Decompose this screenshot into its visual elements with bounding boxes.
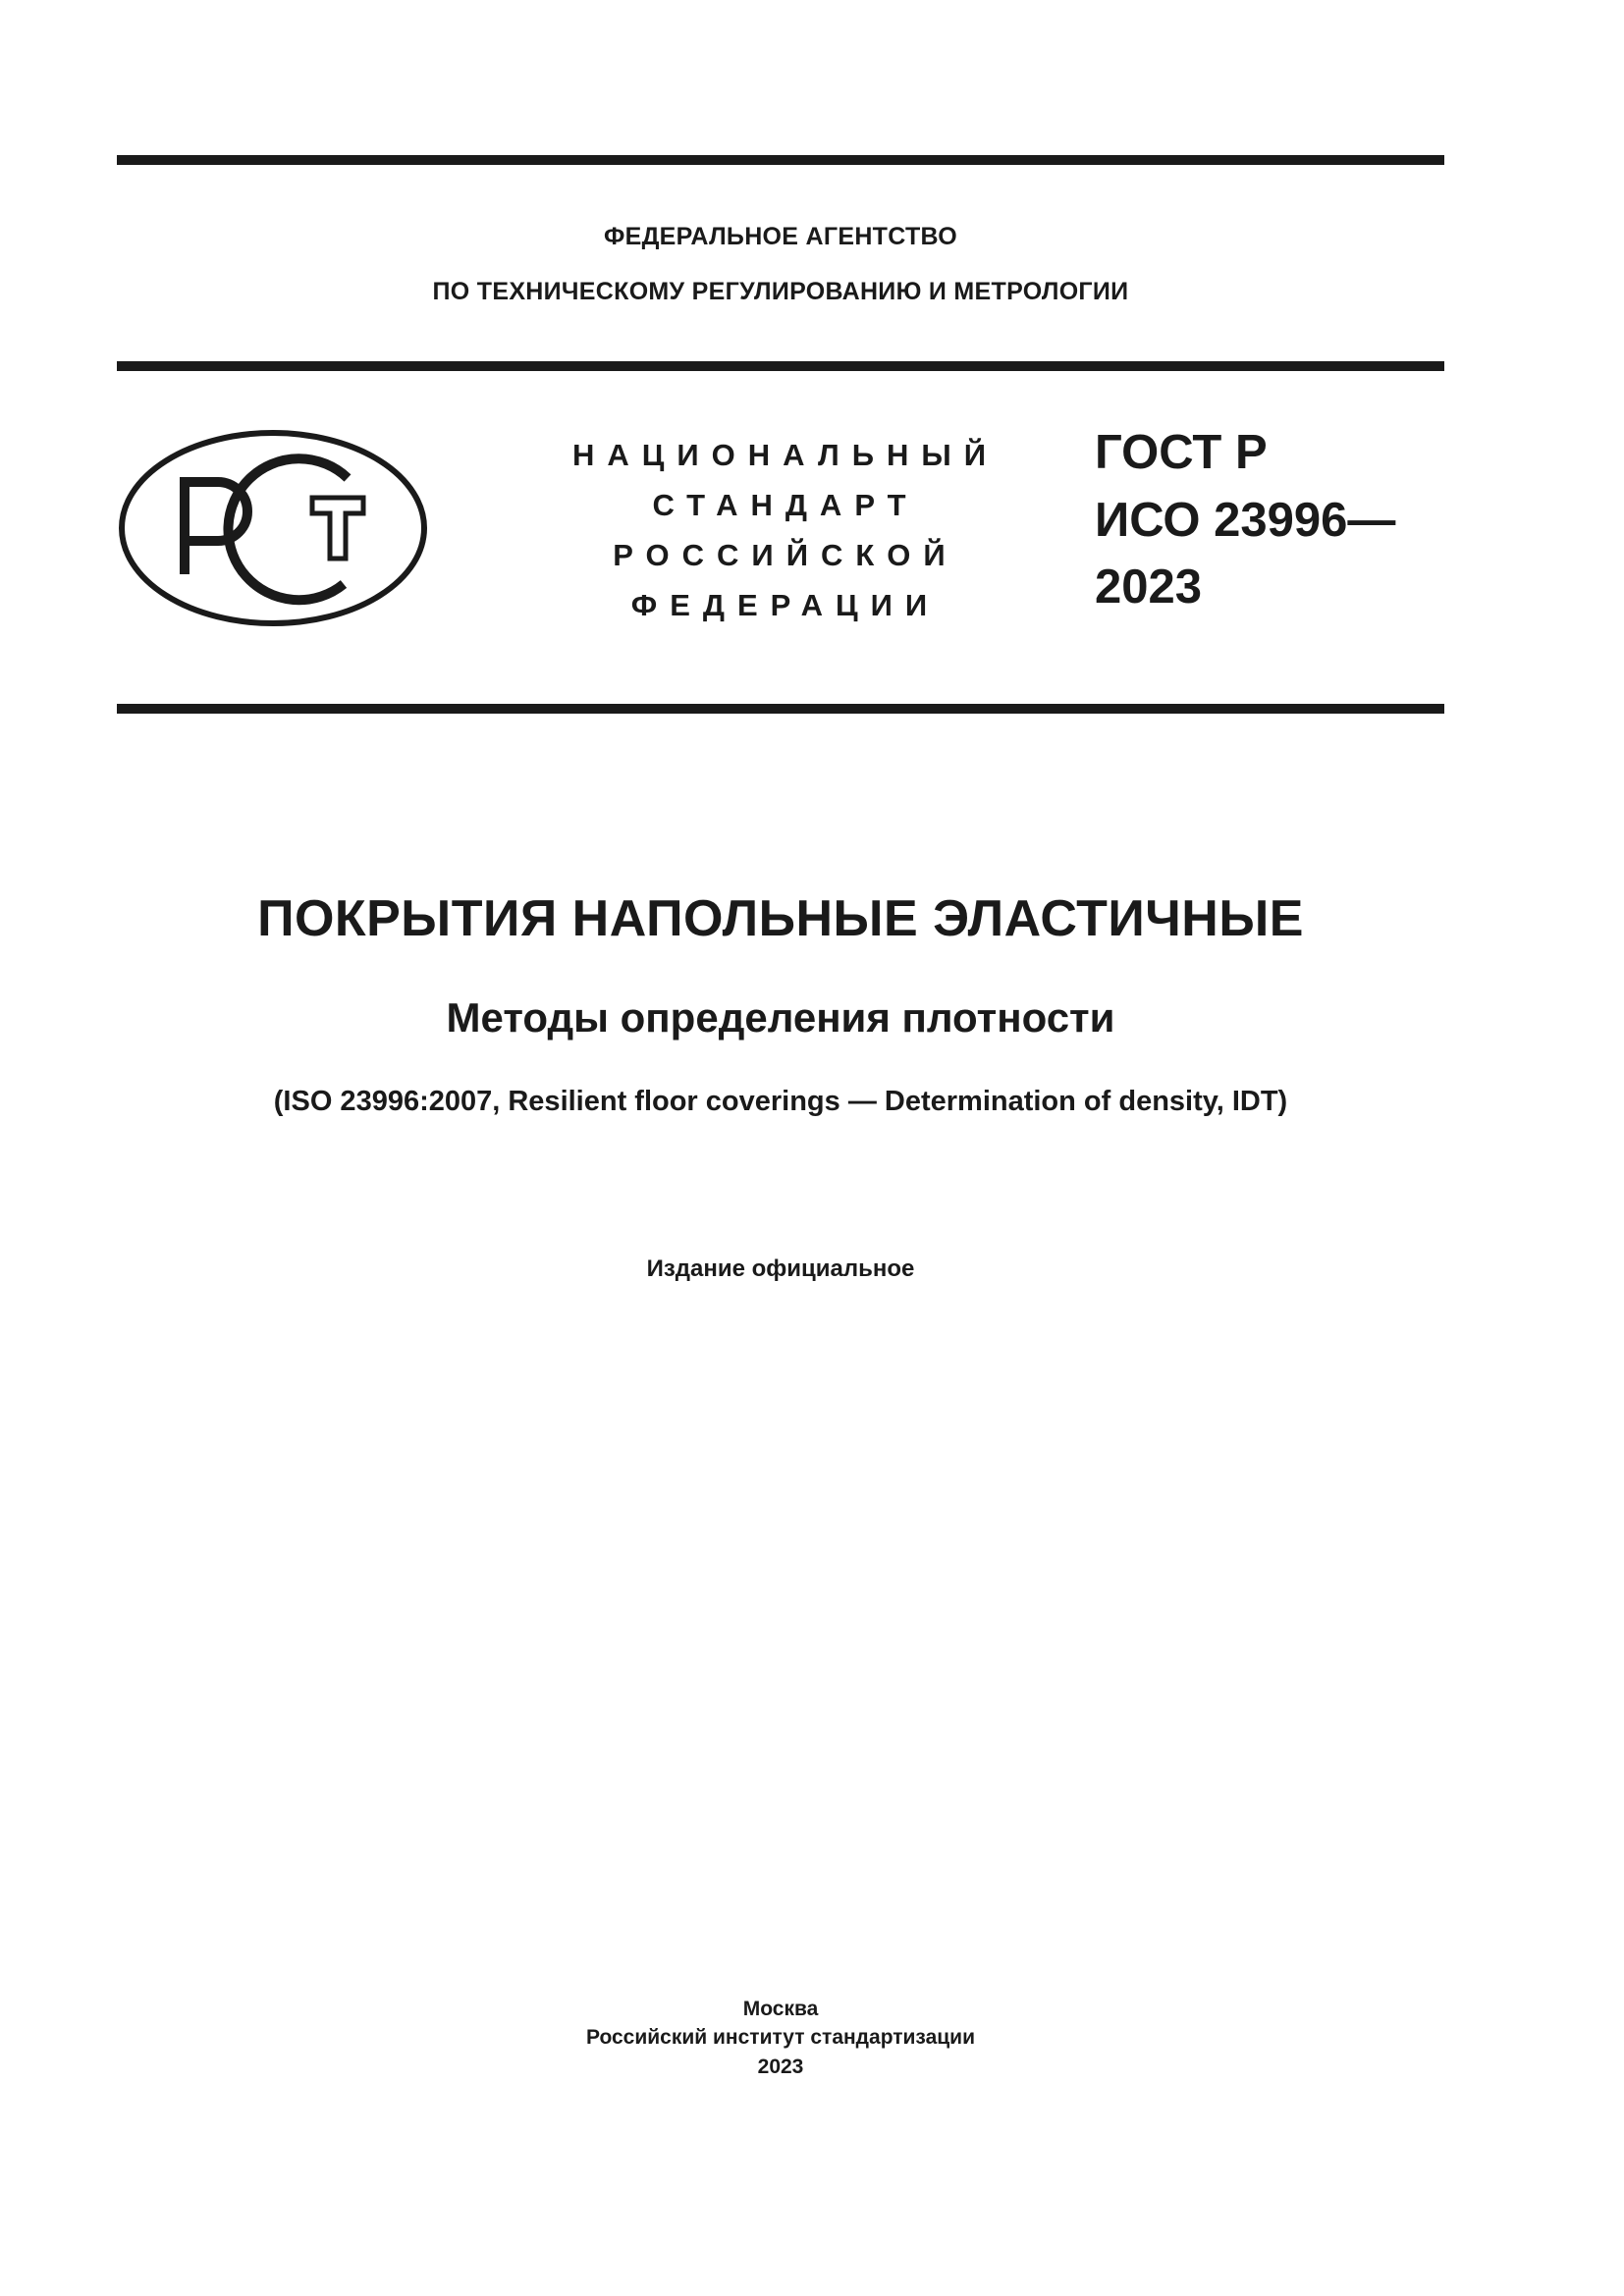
standard-type-line-3: РОССИЙСКОЙ <box>613 538 958 572</box>
imprint-publisher: Российский институт стандартизации <box>585 2026 976 2049</box>
rst-certification-mark-icon <box>116 427 430 629</box>
designation-line-3: 2023 <box>1095 561 1203 614</box>
agency-name-line-2: ПО ТЕХНИЧЕСКОМУ РЕГУЛИРОВАНИЮ И МЕТРОЛОГИИ <box>432 278 1129 305</box>
imprint-year: 2023 <box>757 2056 804 2078</box>
iso-reference: (ISO 23996:2007, Resilient floor coverings — Determination of density, IDT) <box>273 1086 1288 1117</box>
standard-type-line-4: ФЕДЕРАЦИИ <box>630 588 941 622</box>
bottom-rule <box>117 704 1444 714</box>
designation-line-2: ИСО 23996— <box>1095 494 1396 547</box>
standard-type-line-1: НАЦИОНАЛЬНЫЙ <box>571 438 1000 472</box>
designation-line-1: ГОСТ Р <box>1095 426 1268 479</box>
middle-rule <box>117 361 1444 371</box>
document-title: ПОКРЫТИЯ НАПОЛЬНЫЕ ЭЛАСТИЧНЫЕ <box>257 890 1304 947</box>
imprint-city: Москва <box>742 1998 819 2020</box>
document-subtitle: Методы определения плотности <box>446 994 1115 1041</box>
top-rule <box>117 155 1444 165</box>
edition-label: Издание официальное <box>646 1255 915 1282</box>
standard-type-line-2: СТАНДАРТ <box>652 488 919 522</box>
agency-name-line-1: ФЕДЕРАЛЬНОЕ АГЕНТСТВО <box>603 223 958 250</box>
